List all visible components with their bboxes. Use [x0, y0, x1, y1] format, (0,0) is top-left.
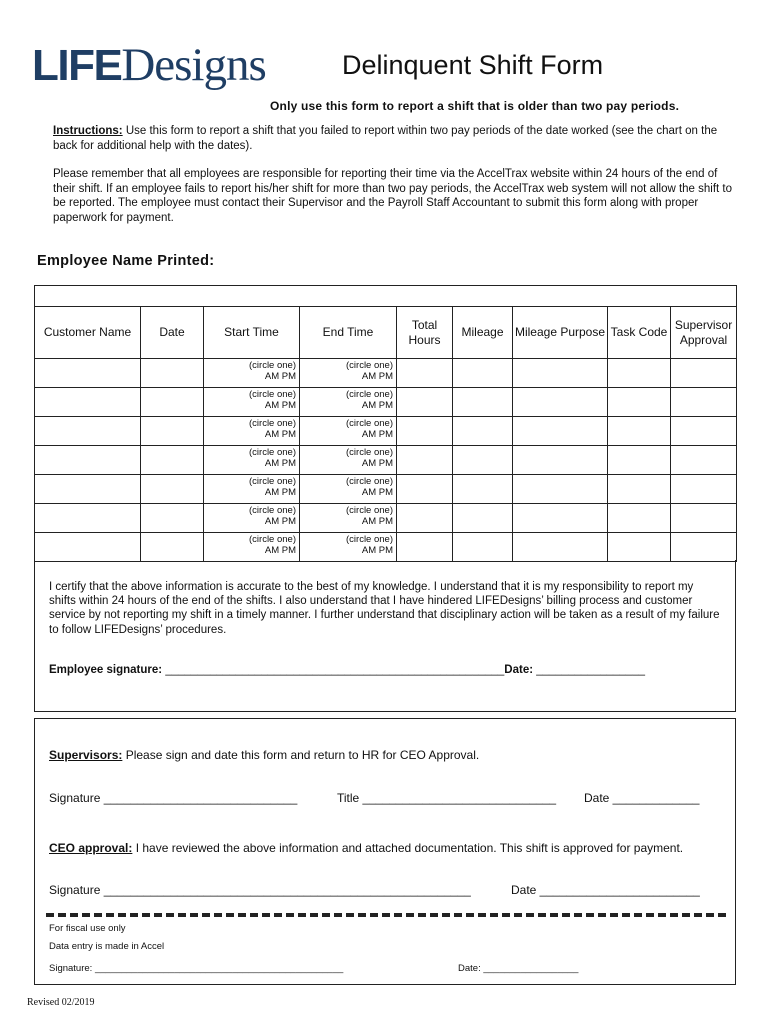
circle-one-hint: (circle one) [249, 534, 296, 545]
cell-date[interactable] [141, 504, 204, 533]
cell-task-code[interactable] [608, 504, 671, 533]
cell-mileage-purpose[interactable] [513, 388, 608, 417]
cell-supervisor-approval[interactable] [671, 446, 737, 475]
fiscal-signature-field[interactable]: Signature: _______________________________________________ [49, 963, 344, 974]
circle-one-hint: (circle one) [249, 418, 296, 429]
am-pm-choice[interactable]: AM PM [264, 544, 296, 556]
cell-customer-name[interactable] [35, 388, 141, 417]
cell-task-code[interactable] [608, 359, 671, 388]
cell-mileage[interactable] [453, 504, 513, 533]
certify-text: I certify that the above information is accurate to the best of my knowledge. I understand that it is my responsibility to report my shifts within 24 hours of the end of the shifts. I also understand that I have hindered LIFEDesigns’ billing process and customer service by not reporting my shift in a timely manner. I further understand that disciplinary action will be taken as a result of my failure to follow LIFEDesigns’ procedures. [49, 581, 720, 636]
cell-mileage[interactable] [453, 446, 513, 475]
am-pm-choice[interactable]: AM PM [361, 428, 393, 440]
cell-end-time[interactable] [300, 475, 397, 504]
circle-one-hint: (circle one) [346, 360, 393, 371]
cell-customer-name[interactable] [35, 533, 141, 562]
cell-end-time[interactable] [300, 446, 397, 475]
employee-name-input[interactable] [35, 286, 737, 307]
circle-one-hint: (circle one) [346, 389, 393, 400]
cell-end-time[interactable] [300, 417, 397, 446]
am-pm-choice[interactable]: AM PM [264, 486, 296, 498]
am-pm-choice[interactable]: AM PM [361, 515, 393, 527]
cell-date[interactable] [141, 359, 204, 388]
circle-one-hint: (circle one) [249, 360, 296, 371]
cell-task-code[interactable] [608, 446, 671, 475]
cell-supervisor-approval[interactable] [671, 388, 737, 417]
cell-start-time[interactable] [204, 446, 300, 475]
am-pm-choice[interactable]: AM PM [361, 399, 393, 411]
cell-mileage-purpose[interactable] [513, 475, 608, 504]
cell-mileage-purpose[interactable] [513, 446, 608, 475]
circle-one-hint: (circle one) [249, 505, 296, 516]
cell-total-hours[interactable] [397, 446, 453, 475]
instructions-text: Use this form to report a shift that you failed to report within two pay periods of the date worked (see the chart on the back for additional help with the dates). [53, 125, 718, 152]
logo-bold-text: LIFE [32, 41, 122, 90]
circle-one-hint: (circle one) [249, 476, 296, 487]
col-total-hours: Total Hours [397, 307, 453, 359]
cell-start-time[interactable] [204, 417, 300, 446]
employee-signature-label: Employee signature: [49, 664, 163, 676]
col-start-time: Start Time [204, 307, 300, 359]
table-row [35, 359, 737, 388]
cell-supervisor-approval[interactable] [671, 504, 737, 533]
table-row [35, 388, 737, 417]
ceo-approval-paragraph [49, 841, 709, 856]
circle-one-hint: (circle one) [346, 505, 393, 516]
table-row [35, 533, 737, 562]
am-pm-choice[interactable]: AM PM [264, 515, 296, 527]
supervisors-text: Please sign and date this form and return to HR for CEO Approval. [122, 748, 480, 762]
cell-start-time[interactable] [204, 533, 300, 562]
cell-task-code[interactable] [608, 533, 671, 562]
cell-total-hours[interactable] [397, 388, 453, 417]
cell-end-time[interactable] [300, 388, 397, 417]
table-row [35, 417, 737, 446]
circle-one-hint: (circle one) [249, 447, 296, 458]
instructions-label: Instructions: [53, 125, 123, 137]
supervisors-instruction [49, 748, 479, 762]
circle-one-hint: (circle one) [346, 534, 393, 545]
cell-start-time[interactable] [204, 388, 300, 417]
cell-mileage-purpose[interactable] [513, 359, 608, 388]
cell-supervisor-approval[interactable] [671, 359, 737, 388]
cell-mileage[interactable] [453, 417, 513, 446]
page-subtitle: Only use this form to report a shift that is older than two pay periods. [270, 99, 680, 113]
circle-one-hint: (circle one) [346, 476, 393, 487]
cell-supervisor-approval[interactable] [671, 475, 737, 504]
am-pm-choice[interactable]: AM PM [361, 370, 393, 382]
supervisor-title-field[interactable]: Title _____________________________ [337, 791, 557, 805]
cell-mileage[interactable] [453, 359, 513, 388]
cell-customer-name[interactable] [35, 504, 141, 533]
cell-start-time[interactable] [204, 475, 300, 504]
am-pm-choice[interactable]: AM PM [264, 457, 296, 469]
cell-total-hours[interactable] [397, 417, 453, 446]
cell-end-time[interactable] [300, 533, 397, 562]
col-mileage: Mileage [453, 307, 513, 359]
col-date: Date [141, 307, 204, 359]
page-title: Delinquent Shift Form [342, 50, 604, 80]
employee-date-field[interactable]: _________________ [533, 664, 645, 676]
circle-one-hint: (circle one) [346, 447, 393, 458]
cell-mileage-purpose[interactable] [513, 504, 608, 533]
supervisor-date-field[interactable]: Date _____________ [584, 791, 700, 805]
cell-date[interactable] [141, 446, 204, 475]
shift-table [34, 285, 737, 562]
table-header-row [35, 307, 737, 359]
reminder-paragraph: Please remember that all employees are responsible for reporting their time via the AccelTrax website within 24 hours of the end of their shift. If an employee fails to report his/her shift for more than two pay periods, the AccelTrax web system will not allow the shift to be reported. The employee must contact their Supervisor and the Payroll Staff Accountant to submit this form along with proper paperwork for payment. [53, 168, 733, 224]
instructions-paragraph [53, 124, 733, 153]
revision-note: Revised 02/2019 [27, 997, 95, 1008]
am-pm-choice[interactable]: AM PM [264, 428, 296, 440]
logo-script-text: Designs [121, 39, 266, 91]
fiscal-divider [46, 913, 726, 917]
cell-customer-name[interactable] [35, 417, 141, 446]
cell-total-hours[interactable] [397, 533, 453, 562]
cell-supervisor-approval[interactable] [671, 533, 737, 562]
cell-customer-name[interactable] [35, 446, 141, 475]
col-supervisor-approval: Supervisor Approval [671, 307, 737, 359]
fiscal-use-label: For fiscal use only [49, 923, 126, 934]
am-pm-choice[interactable]: AM PM [361, 544, 393, 556]
cell-start-time[interactable] [204, 504, 300, 533]
employee-date-label: Date: [504, 664, 534, 676]
table-row [35, 475, 737, 504]
ceo-signature-field[interactable]: Signature _______________________________________________________ [49, 883, 471, 897]
data-entry-note: Data entry is made in Accel [49, 941, 165, 952]
ceo-date-field[interactable]: Date ________________________ [511, 883, 700, 897]
employee-signature-row [49, 664, 645, 676]
supervisor-signature-field[interactable]: Signature _____________________________ [49, 791, 298, 805]
ceo-approval-label: CEO approval: [49, 841, 133, 855]
cell-mileage[interactable] [453, 388, 513, 417]
lifedesigns-logo [32, 39, 266, 91]
cell-task-code[interactable] [608, 388, 671, 417]
table-row [35, 446, 737, 475]
employee-name-label: Employee Name Printed: [37, 253, 215, 269]
cell-mileage-purpose[interactable] [513, 417, 608, 446]
am-pm-choice[interactable]: AM PM [361, 457, 393, 469]
table-row [35, 504, 737, 533]
cell-date[interactable] [141, 475, 204, 504]
cell-mileage[interactable] [453, 475, 513, 504]
cell-end-time[interactable] [300, 504, 397, 533]
cell-customer-name[interactable] [35, 475, 141, 504]
cell-date[interactable] [141, 533, 204, 562]
circle-one-hint: (circle one) [346, 418, 393, 429]
cell-end-time[interactable] [300, 359, 397, 388]
cell-date[interactable] [141, 388, 204, 417]
cell-start-time[interactable] [204, 359, 300, 388]
cell-customer-name[interactable] [35, 359, 141, 388]
cell-task-code[interactable] [608, 475, 671, 504]
col-mileage-purpose: Mileage Purpose [513, 307, 608, 359]
cell-supervisor-approval[interactable] [671, 417, 737, 446]
col-customer-name: Customer Name [35, 307, 141, 359]
cell-mileage[interactable] [453, 533, 513, 562]
cell-mileage-purpose[interactable] [513, 533, 608, 562]
col-task-code: Task Code [608, 307, 671, 359]
cell-total-hours[interactable] [397, 475, 453, 504]
circle-one-hint: (circle one) [249, 389, 296, 400]
am-pm-choice[interactable]: AM PM [264, 399, 296, 411]
ceo-approval-text: I have reviewed the above information and attached documentation. This shift is approved for payment. [132, 841, 684, 855]
am-pm-choice[interactable]: AM PM [264, 370, 296, 382]
am-pm-choice[interactable]: AM PM [361, 486, 393, 498]
fiscal-date-field[interactable]: Date: __________________ [458, 963, 579, 974]
col-end-time: End Time [300, 307, 397, 359]
cell-task-code[interactable] [608, 417, 671, 446]
cell-date[interactable] [141, 417, 204, 446]
cell-total-hours[interactable] [397, 359, 453, 388]
supervisors-label: Supervisors: [49, 748, 123, 762]
employee-signature-field[interactable]: _____________________________________________________ [162, 664, 505, 676]
cell-total-hours[interactable] [397, 504, 453, 533]
